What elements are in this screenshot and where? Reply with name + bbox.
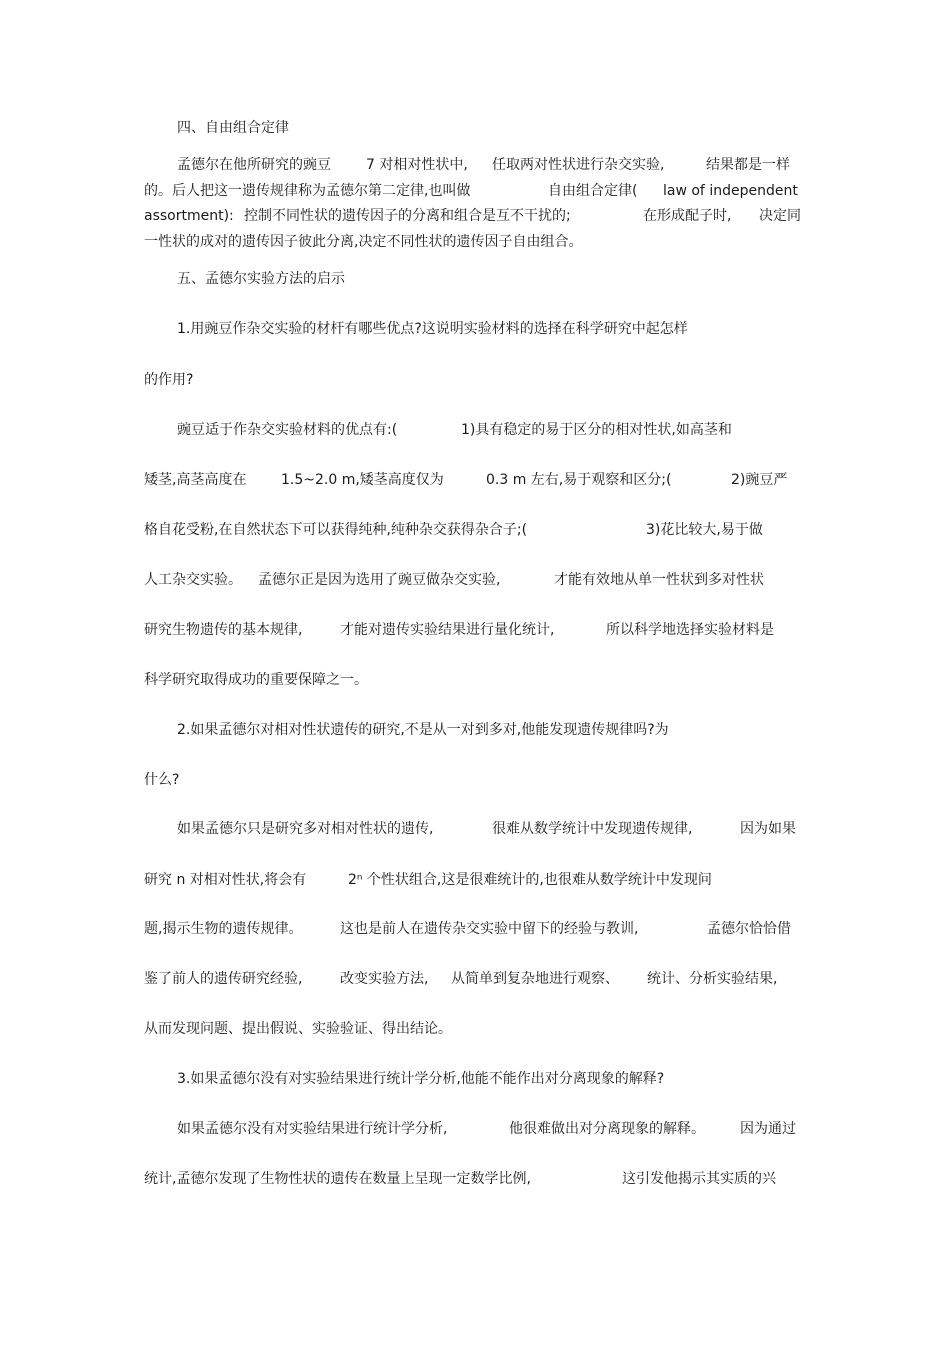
- text-run: 如果孟德尔没有对实验结果进行统计学分析,: [177, 1121, 448, 1137]
- text-run: 3)花比较大,易于做: [646, 522, 763, 538]
- text-run: 他很难做出对分离现象的解释。: [509, 1121, 705, 1137]
- text-run: 因为如果: [740, 821, 796, 837]
- text-run: 人工杂交实验。: [144, 572, 242, 588]
- text-run: 从而发现问题、提出假说、实验验证、得出结论。: [144, 1021, 452, 1037]
- text-run: 的。后人把这一遗传规律称为孟德尔第二定律,也叫做: [144, 183, 471, 199]
- text-run: 豌豆适于作杂交实验材料的优点有:(: [177, 422, 398, 438]
- text-run: 决定同: [759, 208, 801, 224]
- text-run: 统计,孟德尔发现了生物性状的遗传在数量上呈现一定数学比例,: [144, 1171, 531, 1187]
- text-run: 2ⁿ 个性状组合,这是很难统计的,也很难从数学统计中发现问: [348, 872, 712, 888]
- text-run: 控制不同性状的遗传因子的分离和组合是互不干扰的;: [244, 208, 571, 224]
- text-run: 7 对相对性状中,: [366, 157, 468, 173]
- text-run: 在形成配子时,: [643, 208, 732, 224]
- text-run: 1.用豌豆作杂交实验的材杆有哪些优点?这说明实验材料的选择在科学研究中起怎样: [177, 321, 688, 337]
- text-run: 1)具有稳定的易于区分的相对性状,如高茎和: [461, 422, 732, 438]
- text-run: 孟德尔恰恰借: [707, 921, 791, 937]
- text-run: 2)豌豆严: [731, 472, 788, 488]
- text-run: 任取两对性状进行杂交实验,: [492, 157, 665, 173]
- text-run: 从简单到复杂地进行观察、: [451, 971, 619, 987]
- text-run: 0.3 m 左右,易于观察和区分;(: [486, 472, 672, 488]
- text-run: 格自花受粉,在自然状态下可以获得纯种,纯种杂交获得杂合子;(: [144, 522, 528, 538]
- text-run: 孟德尔正是因为选用了豌豆做杂交实验,: [258, 572, 501, 588]
- text-run: law of independent: [663, 183, 798, 199]
- text-run: 1.5~2.0 m,矮茎高度仅为: [281, 472, 444, 488]
- text-run: 很难从数学统计中发现遗传规律,: [492, 821, 693, 837]
- text-run: 一性状的成对的遗传因子彼此分离,决定不同性状的遗传因子自由组合。: [144, 234, 583, 250]
- text-run: 题,揭示生物的遗传规律。: [144, 921, 303, 937]
- text-run: 孟德尔在他所研究的豌豆: [177, 157, 331, 173]
- text-run: 自由组合定律(: [548, 183, 638, 199]
- text-run: 改变实验方法,: [340, 971, 429, 987]
- text-run: 统计、分析实验结果,: [647, 971, 778, 987]
- text-run: 才能有效地从单一性状到多对性状: [554, 572, 764, 588]
- text-run: 结果都是一样: [706, 157, 790, 173]
- text-run: assortment):: [144, 208, 234, 224]
- text-run: 科学研究取得成功的重要保障之一。: [144, 672, 368, 688]
- text-run: 所以科学地选择实验材料是: [606, 622, 774, 638]
- text-run: 因为通过: [740, 1121, 796, 1137]
- text-run: 矮茎,高茎高度在: [144, 472, 247, 488]
- text-run: 什么?: [144, 772, 180, 788]
- text-run: 才能对遗传实验结果进行量化统计,: [340, 622, 555, 638]
- heading-text: 五、孟德尔实验方法的启示: [177, 271, 345, 287]
- text-run: 鉴了前人的遗传研究经验,: [144, 971, 303, 987]
- text-run: 如果孟德尔只是研究多对相对性状的遗传,: [177, 821, 434, 837]
- text-run: 研究 n 对相对性状,将会有: [144, 872, 307, 888]
- text-run: 的作用?: [144, 372, 194, 388]
- text-run: 2.如果孟德尔对相对性状遗传的研究,不是从一对到多对,他能发现遗传规律吗?为: [177, 722, 669, 738]
- heading-text: 四、自由组合定律: [177, 120, 289, 136]
- text-run: 3.如果孟德尔没有对实验结果进行统计学分析,他能不能作出对分离现象的解释?: [177, 1071, 665, 1087]
- text-run: 研究生物遗传的基本规律,: [144, 622, 303, 638]
- text-run: 这也是前人在遗传杂交实验中留下的经验与教训,: [340, 921, 639, 937]
- text-run: 这引发他揭示其实质的兴: [622, 1171, 776, 1187]
